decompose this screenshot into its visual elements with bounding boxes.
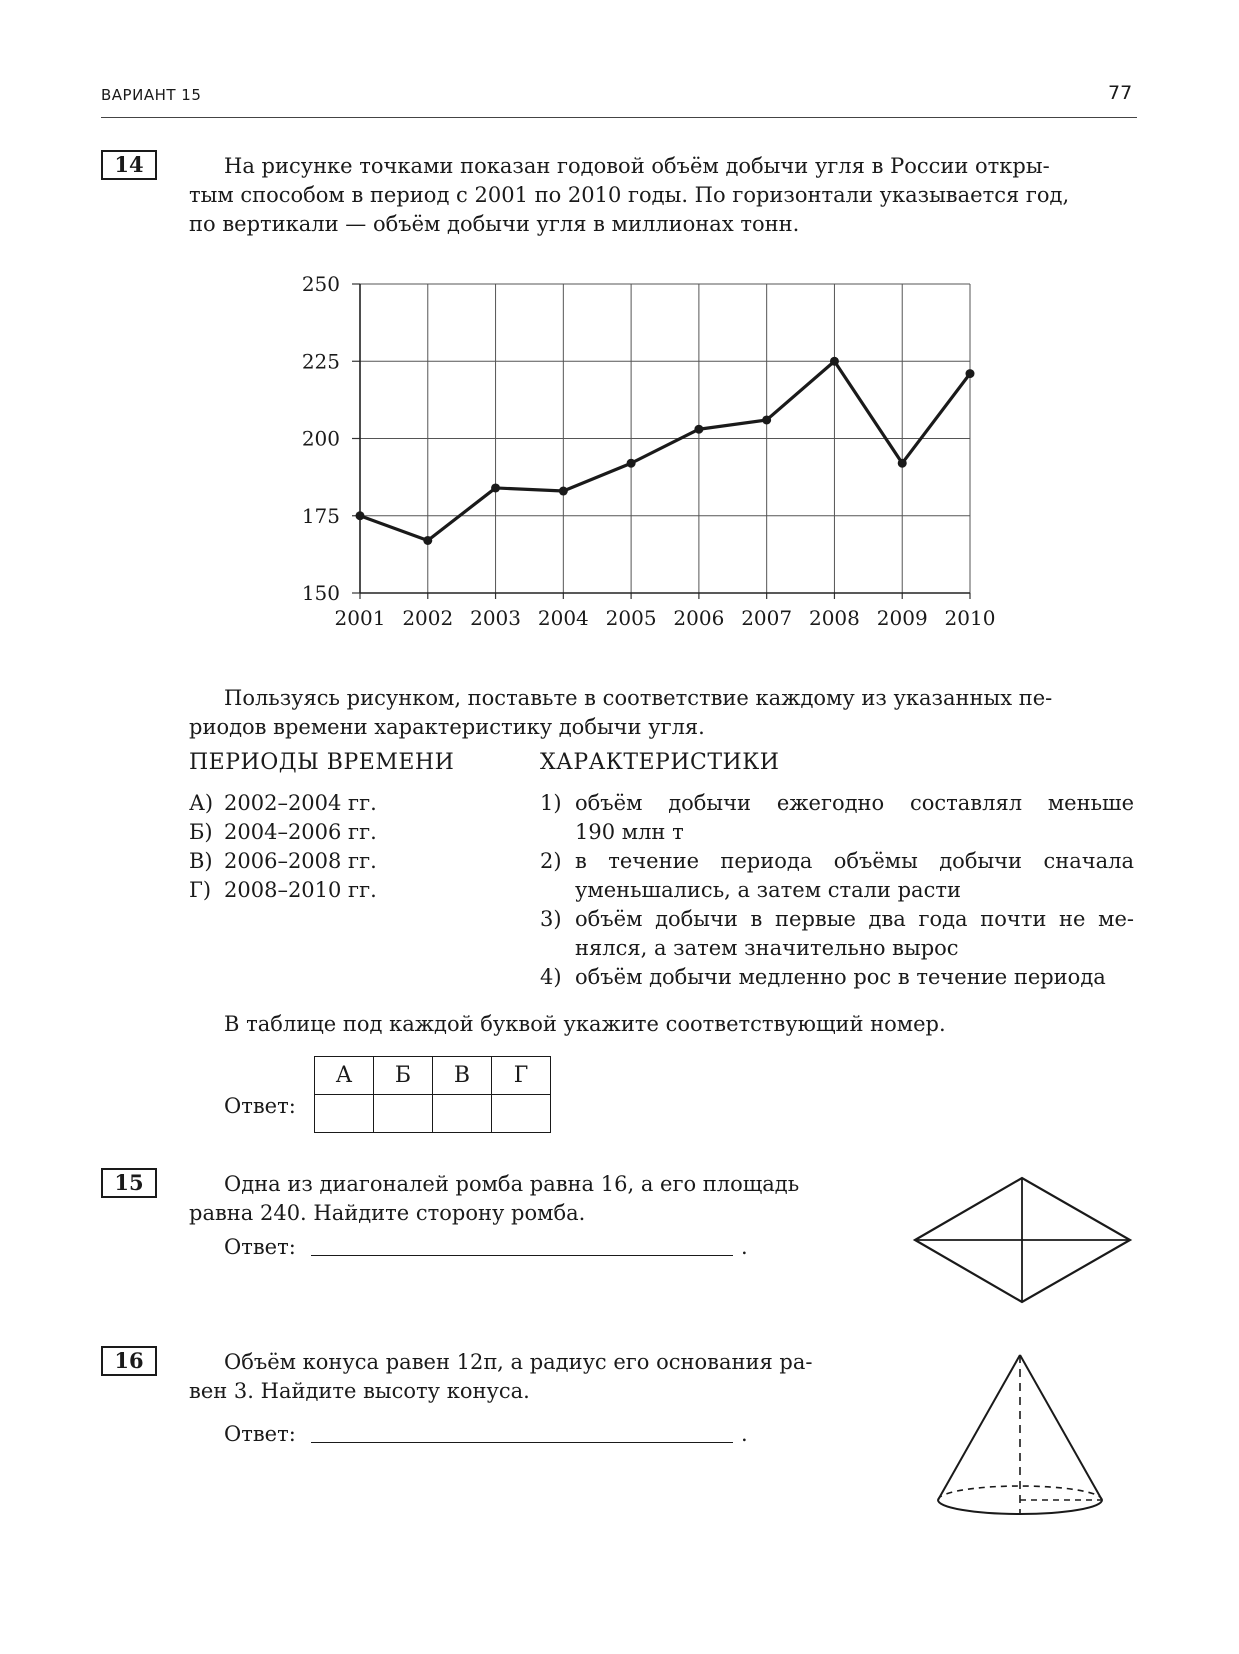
period-letter: Б): [189, 820, 213, 844]
answer-cell[interactable]: [374, 1095, 433, 1133]
y-tick-label: 200: [301, 426, 340, 451]
task-15-line-1: Одна из диагоналей ромба равна 16, а его площадь: [224, 1172, 800, 1196]
period-text: 2004–2006 гг.: [224, 820, 377, 844]
task-16-line-1: Объём конуса равен 12π, а радиус его основания ра-: [224, 1350, 813, 1374]
characteristic-item: [540, 963, 1134, 992]
answer-cell[interactable]: [433, 1095, 492, 1133]
task-16-answer-dot: .: [741, 1422, 748, 1446]
task-15-answer-field[interactable]: [311, 1255, 733, 1256]
characteristic-number: 1): [540, 791, 562, 815]
task-15-answer-label: Ответ:: [224, 1235, 296, 1259]
answer-letter: В: [433, 1057, 492, 1095]
x-tick-label: 2001: [334, 606, 386, 630]
period-letter: Г): [189, 878, 212, 902]
data-point: [627, 459, 636, 468]
answer-table-header-row: [315, 1057, 551, 1095]
data-point: [898, 459, 907, 468]
characteristic-text-line-1: объём добычи ежегодно составлял меньше: [575, 791, 1134, 815]
x-tick-label: 2006: [673, 606, 725, 630]
x-tick-label: 2010: [944, 606, 996, 630]
data-point: [423, 536, 432, 545]
y-tick-label: 250: [301, 272, 340, 296]
x-tick-label: 2004: [537, 606, 589, 630]
answer-table: [314, 1056, 551, 1133]
chart-axes: [352, 284, 970, 599]
task-16-line-2: вен 3. Найдите высоту конуса.: [189, 1379, 530, 1403]
answer-cell[interactable]: [492, 1095, 551, 1133]
characteristic-text-line-1: в течение периода объёмы добычи сначала: [575, 849, 1134, 873]
task-14-statement-line-1: На рисунке точками показан годовой объём добычи угля в России откры-: [224, 154, 1050, 178]
characteristic-text-line-1: объём добычи в первые два года почти не ме-: [575, 907, 1134, 931]
data-point: [830, 357, 839, 366]
data-point: [694, 425, 703, 434]
cone-figure: [930, 1350, 1110, 1525]
y-tick-label: 150: [301, 581, 340, 605]
task-16-answer-field[interactable]: [311, 1442, 733, 1443]
period-letter: А): [189, 791, 214, 815]
y-tick-label: 225: [301, 349, 340, 374]
data-point: [491, 483, 500, 492]
period-text: 2002–2004 гг.: [224, 791, 377, 815]
page-number: 77: [1108, 82, 1133, 104]
x-tick-label: 2005: [605, 606, 657, 630]
task-14-answer-label: Ответ:: [224, 1094, 296, 1118]
characteristic-item: [540, 789, 1134, 847]
cone-left-edge: [938, 1355, 1020, 1500]
task-15-number: 15: [101, 1168, 157, 1198]
task-14-instruction-line-2: риодов времени характеристику добычи угля.: [189, 715, 705, 739]
data-point: [559, 487, 568, 496]
task-14-instruction-line-1: Пользуясь рисунком, поставьте в соответствие каждому из указанных пе-: [224, 686, 1053, 710]
characteristic-text-line-2: нялся, а затем значительно вырос: [575, 936, 959, 960]
cone-right-edge: [1020, 1355, 1102, 1500]
characteristic-number: 4): [540, 965, 562, 989]
x-tick-label: 2008: [808, 606, 860, 630]
characteristic-text-line-1: объём добычи медленно рос в течение периода: [575, 965, 1106, 989]
period-text: 2008–2010 гг.: [224, 878, 377, 902]
task-16-answer-label: Ответ:: [224, 1422, 296, 1446]
task-14-number: 14: [101, 150, 157, 180]
task-14-statement-line-2: тым способом в период с 2001 по 2010 годы. По горизонтали указывается год,: [189, 183, 1070, 207]
characteristic-number: 3): [540, 907, 562, 931]
chart-series: [356, 357, 975, 545]
data-point: [356, 511, 365, 520]
answer-letter: Б: [374, 1057, 433, 1095]
task-15-answer-dot: .: [741, 1235, 748, 1259]
answer-letter: А: [315, 1057, 374, 1095]
characteristic-number: 2): [540, 849, 562, 873]
x-tick-label: 2003: [470, 606, 522, 630]
chart-labels: [302, 272, 996, 630]
answer-table-input-row: [315, 1095, 551, 1133]
data-point: [966, 369, 975, 378]
y-tick-label: 175: [301, 503, 340, 528]
characteristic-text-line-2: уменьшались, а затем стали расти: [575, 878, 961, 902]
task-16-number: 16: [101, 1346, 157, 1376]
header-variant: ВАРИАНТ 15: [101, 86, 202, 104]
x-tick-label: 2009: [876, 606, 928, 630]
characteristic-item: [540, 905, 1134, 963]
characteristic-item: [540, 847, 1134, 905]
periods-heading: ПЕРИОДЫ ВРЕМЕНИ: [189, 750, 455, 775]
data-point: [762, 415, 771, 424]
period-text: 2006–2008 гг.: [224, 849, 377, 873]
answer-letter: Г: [492, 1057, 551, 1095]
rhombus-figure: [910, 1175, 1135, 1305]
table-instruction: В таблице под каждой буквой укажите соответствующий номер.: [224, 1012, 946, 1036]
characteristic-text-line-2: 190 млн т: [575, 820, 684, 844]
answer-cell[interactable]: [315, 1095, 374, 1133]
task-15-line-2: равна 240. Найдите сторону ромба.: [189, 1201, 586, 1225]
chart-grid: [360, 284, 970, 593]
task-14-statement-line-3: по вертикали — объём добычи угля в миллионах тонн.: [189, 212, 800, 236]
x-tick-label: 2007: [741, 606, 793, 630]
series-line: [360, 361, 970, 540]
characteristics-heading: ХАРАКТЕРИСТИКИ: [540, 750, 780, 775]
x-tick-label: 2002: [402, 606, 454, 630]
period-letter: В): [189, 849, 213, 873]
